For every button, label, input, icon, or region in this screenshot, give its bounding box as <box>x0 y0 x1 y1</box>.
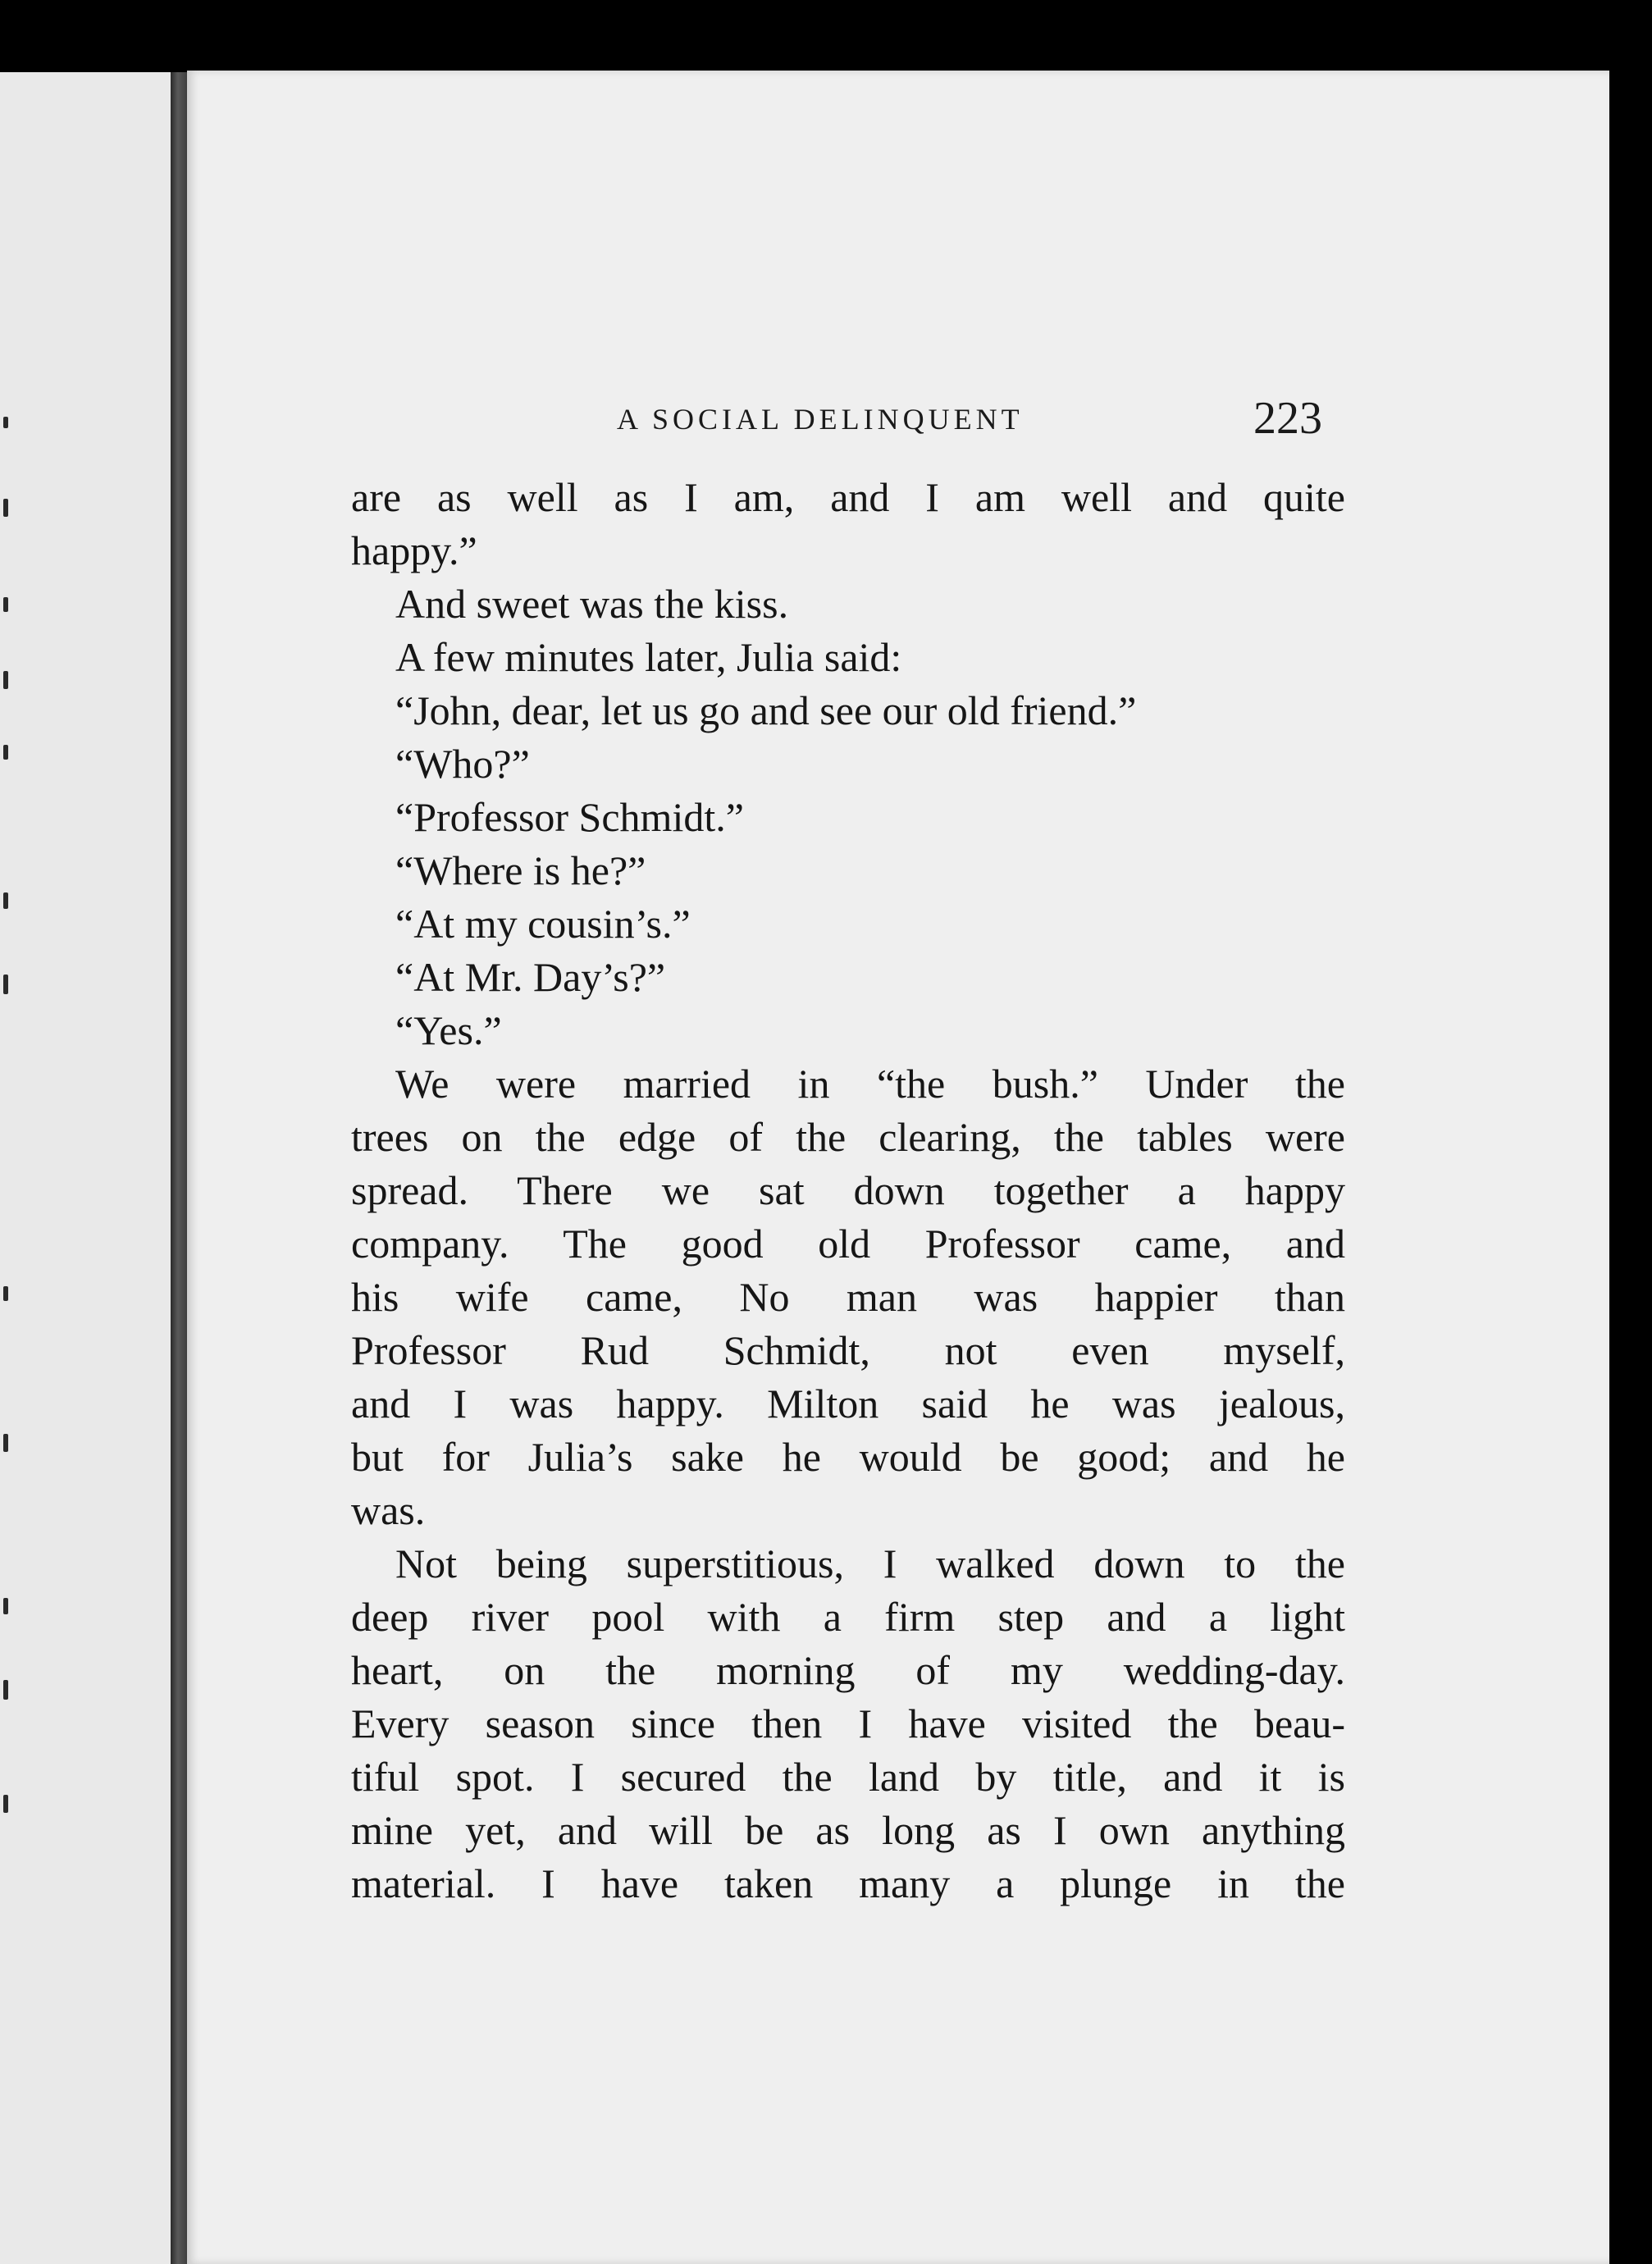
text-line: material. I have taken many a plunge in the <box>351 1860 1345 1906</box>
text-line: deep river pool with a firm step and a light <box>351 1594 1345 1640</box>
text-line: Professor Rud Schmidt, not even myself, <box>351 1327 1345 1373</box>
text-line: A few minutes later, Julia said: <box>395 634 902 680</box>
text-line: happy.” <box>351 527 477 573</box>
previous-page-edge <box>0 72 171 2264</box>
running-head: A SOCIAL DELINQUENT <box>617 403 1024 436</box>
book-page <box>187 71 1609 2264</box>
body-text <box>351 471 1345 1910</box>
text-line: are as well as I am, and I am well and quite <box>351 474 1345 520</box>
text-line: heart, on the morning of my wedding-day. <box>351 1647 1345 1693</box>
text-line: was. <box>351 1487 426 1533</box>
text-line: Not being superstitious, I walked down to the <box>395 1541 1345 1586</box>
page-number: 223 <box>1253 393 1322 444</box>
text-line: And sweet was the kiss. <box>395 581 789 627</box>
text-line: “At Mr. Day’s?” <box>395 954 666 1000</box>
text-line: “At my cousin’s.” <box>395 901 691 947</box>
text-line: trees on the edge of the clearing, the tables were <box>351 1114 1345 1160</box>
text-line: but for Julia’s sake he would be good; and he <box>351 1434 1345 1480</box>
page-header <box>187 392 1609 450</box>
text-line: his wife came, No man was happier than <box>351 1274 1345 1320</box>
text-line: spread. There we sat down together a happy <box>351 1167 1345 1213</box>
text-line: and I was happy. Milton said he was jealous, <box>351 1381 1345 1426</box>
text-line: Every season since then I have visited the beau- <box>351 1700 1345 1746</box>
text-line: “Who?” <box>395 741 530 787</box>
text-line: “Professor Schmidt.” <box>395 794 744 840</box>
text-line: mine yet, and will be as long as I own anything <box>351 1807 1345 1853</box>
book-gutter <box>171 72 189 2264</box>
text-line: “John, dear, let us go and see our old friend.” <box>395 687 1137 733</box>
text-line: We were married in “the bush.” Under the <box>395 1061 1345 1107</box>
text-line: tiful spot. I secured the land by title, and it is <box>351 1754 1345 1800</box>
text-line: “Yes.” <box>395 1007 502 1053</box>
text-line: “Where is he?” <box>395 847 646 893</box>
previous-page-text-fragments <box>0 72 25 2264</box>
text-line: company. The good old Professor came, and <box>351 1221 1345 1267</box>
